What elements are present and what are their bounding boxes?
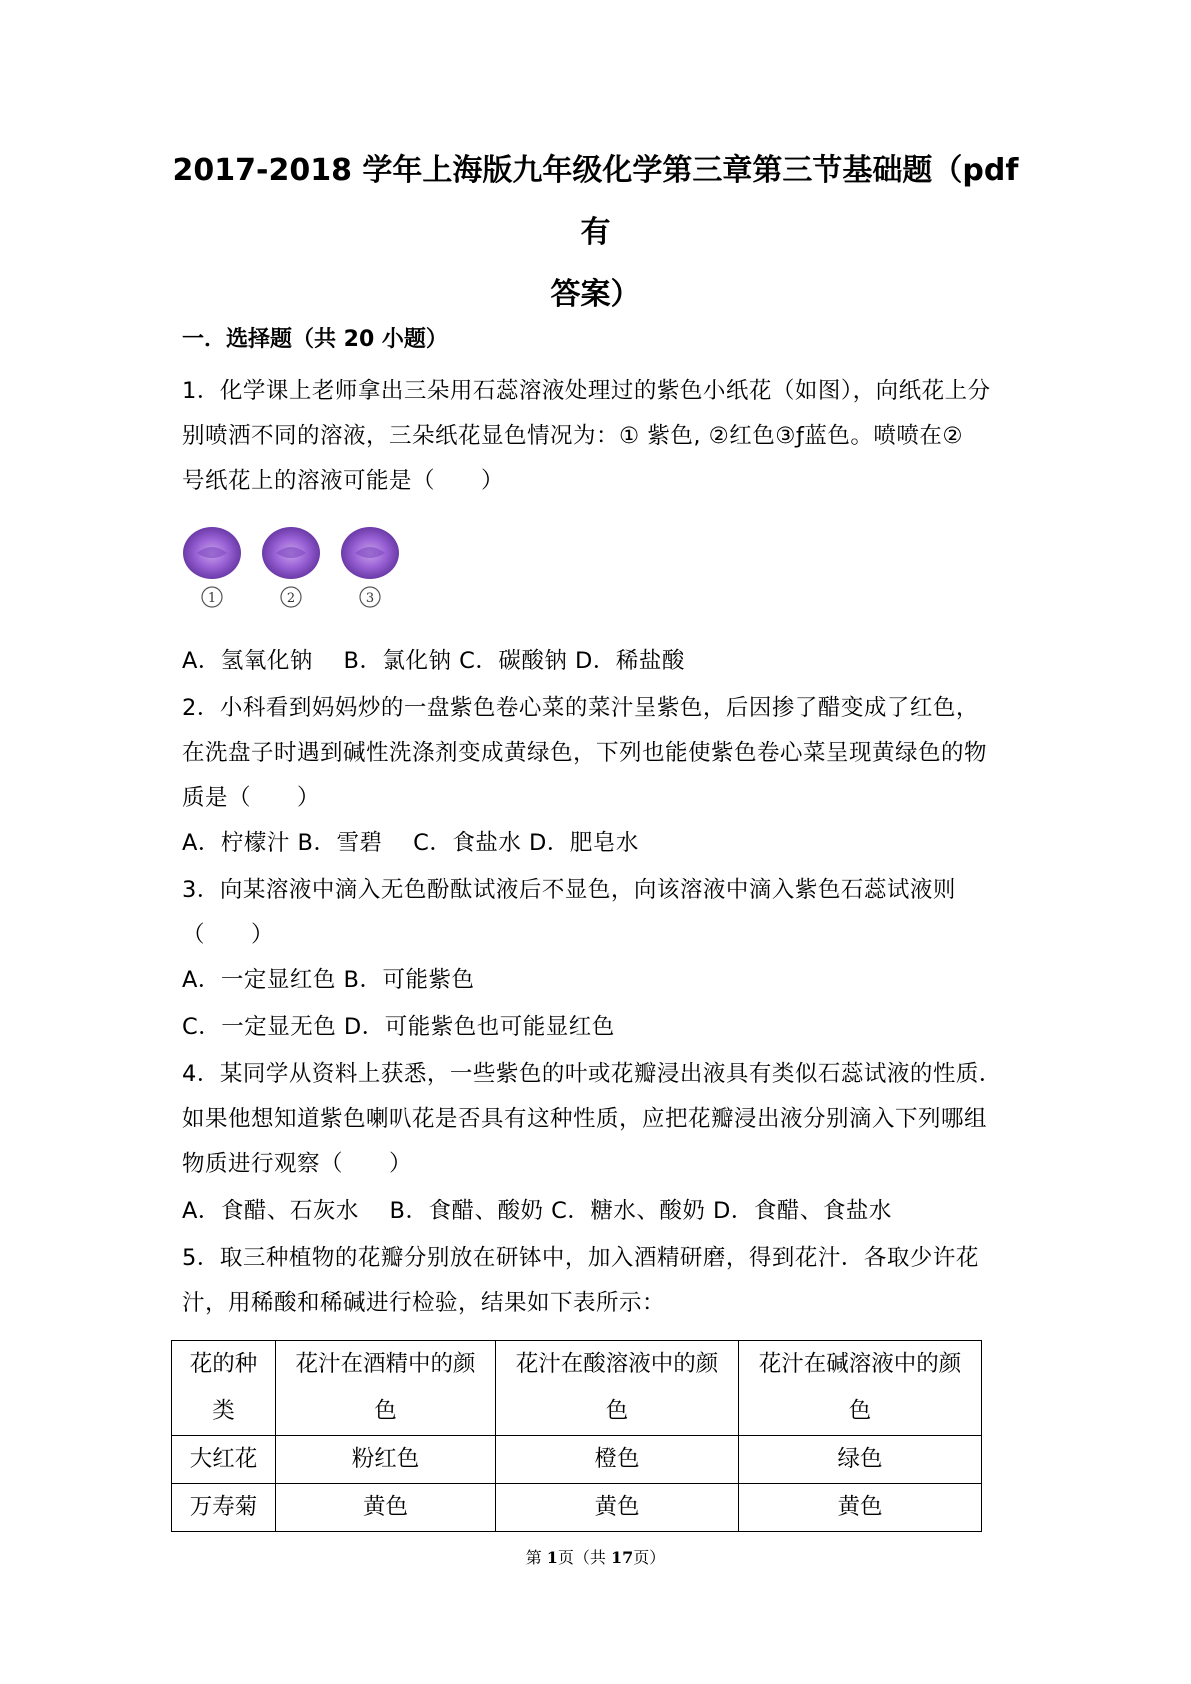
flower-label-3: 3 [365, 591, 375, 606]
q2-text-line-1: 2．小科看到妈妈炒的一盘紫色卷心菜的菜汁呈紫色，后因掺了醋变成了红色， [182, 695, 979, 721]
flower-3 [341, 527, 399, 607]
document-title [160, 140, 1031, 326]
title-line-1: 2017-2018 学年上海版九年级化学第三章第三节基础题（pdf 有 [172, 153, 1019, 250]
q2-text-line-3: 质是（ ） [182, 785, 321, 811]
q4-text-line-3: 物质进行观察（ ） [182, 1151, 413, 1177]
paper-flowers-figure [183, 523, 413, 618]
q4-options: A．食醋、石灰水 B．食醋、酸奶 C．糖水、酸奶 D．食醋、食盐水 [182, 1198, 892, 1224]
q2-text-line-2: 在洗盘子时遇到碱性洗涤剂变成黄绿色，下列也能使紫色卷心菜呈现黄绿色的物 [182, 740, 988, 766]
section-heading: 一．选择题（共 20 小题） [182, 327, 448, 352]
page-footer: 第 1页（共 17页） [525, 1548, 666, 1567]
table-header-cell: 花汁在碱溶液中的颜 色 [739, 1341, 982, 1436]
flower-label-2: 2 [286, 591, 296, 606]
table-cell: 万寿菊 [172, 1484, 276, 1532]
q3-options-1: A．一定显红色 B．可能紫色 [182, 967, 475, 993]
flower-color-table [171, 1340, 982, 1532]
table-cell: 绿色 [739, 1436, 982, 1484]
q1-text-line-1: 1．化学课上老师拿出三朵用石蕊溶液处理过的紫色小纸花（如图），向纸花上分 [182, 378, 991, 404]
table-header-cell: 花汁在酸溶液中的颜 色 [496, 1341, 739, 1436]
table-header-row [172, 1341, 982, 1436]
q3-text-line-1: 3．向某溶液中滴入无色酚酞试液后不显色，向该溶液中滴入紫色石蕊试液则 [182, 877, 956, 903]
q5-text-line-2: 汁，用稀酸和稀碱进行检验，结果如下表所示： [182, 1290, 666, 1316]
table-header-cell: 花汁在酒精中的颜 色 [276, 1341, 496, 1436]
flower-2 [262, 527, 320, 607]
table-header-cell: 花的种 类 [172, 1341, 276, 1436]
table-cell: 黄色 [496, 1484, 739, 1532]
table-row [172, 1436, 982, 1484]
q4-text-line-2: 如果他想知道紫色喇叭花是否具有这种性质，应把花瓣浸出液分别滴入下列哪组 [182, 1106, 988, 1132]
total-page-count: 17 [611, 1548, 634, 1567]
table-cell: 大红花 [172, 1436, 276, 1484]
table-cell: 橙色 [496, 1436, 739, 1484]
table-row [172, 1484, 982, 1532]
q1-text-line-2: 别喷洒不同的溶液，三朵纸花显色情况为：① 紫色, ②红色③ƒ蓝色。喷喷在② [182, 423, 964, 449]
flower-1 [183, 527, 241, 607]
table-cell: 粉红色 [276, 1436, 496, 1484]
current-page-number: 1 [546, 1548, 558, 1567]
q5-text-line-1: 5．取三种植物的花瓣分别放在研钵中，加入酒精研磨，得到花汁．各取少许花 [182, 1245, 979, 1271]
title-line-2: 答案） [550, 277, 641, 312]
q3-options-2: C．一定显无色 D．可能紫色也可能显红色 [182, 1014, 615, 1040]
q2-options: A．柠檬汁 B．雪碧 C．食盐水 D．肥皂水 [182, 830, 639, 856]
q1-text-line-3: 号纸花上的溶液可能是（ ） [182, 468, 505, 494]
flower-label-1: 1 [207, 591, 217, 606]
table-cell: 黄色 [739, 1484, 982, 1532]
q4-text-line-1: 4．某同学从资料上获悉，一些紫色的叶或花瓣浸出液具有类似石蕊试液的性质． [182, 1061, 1002, 1087]
q1-options: A．氢氧化钠 B．氯化钠 C．碳酸钠 D．稀盐酸 [182, 648, 685, 674]
table-cell: 黄色 [276, 1484, 496, 1532]
q3-text-line-2: （ ） [182, 922, 275, 948]
